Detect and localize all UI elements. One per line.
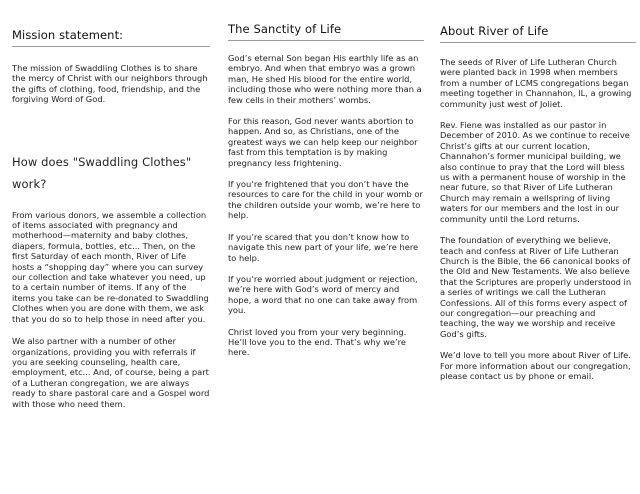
sanctity-paragraph: For this reason, God never wants abortion to happen. And so, as Christians, one of the greatest ways we can help keep our neighbor fast from this temptation is by making pregnancy less frightening. bbox=[228, 116, 418, 168]
sanctity-paragraph: If you’re worried about judgment or rejection, we’re here with God’s word of mercy and hope, a word that no one can take away from you. bbox=[228, 273, 418, 316]
mission-paragraph: The mission of Swaddling Clothes is to share the mercy of Christ with our neighbors through the gifts of clothing, food, friendship, and the forgiving Word of God. bbox=[12, 63, 208, 105]
about-paragraph: The foundation of everything we believe, teach and confess at River of Life Lutheran Church is the Bible, the 66 canonical books of the Old and New Testaments. We also believe that the Scriptures are properly understood in a series of writings we call the Lutheran Confessions. All of this forms every aspect of our congregation—our preaching and teaching, the way we worship and receive God’s gifts. bbox=[440, 235, 632, 339]
about-paragraph: Rev. Fiene was installed as our pastor in December of 2010. As we continue to receive Christ’s gifts at our current location, Channahon’s former municipal building, we also continue to pray that the Lord will bless us with a permanent house of worship in the near future, so that River of Life Lutheran Church may remain a wellspring of living waters for our members and the lost in our community until the Lord returns. bbox=[440, 120, 630, 224]
how-it-works-heading: How does "Swaddling Clothes" work? bbox=[12, 154, 192, 191]
sanctity-paragraph: Christ loved you from your very beginning. He’ll love you to the end. That’s why we’re here. bbox=[228, 326, 407, 358]
mission-column bbox=[12, 28, 210, 409]
about-paragraph: We’d love to tell you more about River of Life. For more information about our congregation, please contact us by phone or email. bbox=[440, 350, 631, 381]
mission-heading: Mission statement: bbox=[12, 28, 210, 47]
sanctity-paragraph: God’s eternal Son began His earthly life as an embryo. And when that embryo was a grown man, He shed His blood for the entire world, including those who were nothing more than a few cells in their mothers’ wombs. bbox=[228, 53, 422, 105]
about-paragraph: The seeds of River of Life Lutheran Church were planted back in 1998 when members from a number of LCMS congregations began meeting together in Channahon, IL, a growing community just west of Joliet. bbox=[440, 57, 632, 109]
about-heading: About River of Life bbox=[440, 24, 636, 43]
how-it-works-paragraph: From various donors, we assemble a collection of items associated with pregnancy and motherhood—maternity and baby clothes, diapers, formula, bottles, etc... Then, on the first Saturday of each month, River of Life hosts a “shopping day” where you can survey our collection and take whatever you need, up to a certain number of items. If any of the items you take can be re-donated to Swaddling Clothes when you are done with them, we ask that you do so to help those in need after you. bbox=[12, 209, 209, 324]
sanctity-column bbox=[228, 22, 424, 358]
sanctity-heading: The Sanctity of Life bbox=[228, 22, 424, 41]
about-column bbox=[440, 24, 636, 381]
partners-paragraph: We also partner with a number of other organizations, providing you with referrals if you are seeking counseling, health care, employment, etc... And, of course, being a part of a Lutheran congregation, we are always ready to share pastoral care and a Gospel word with those who need them. bbox=[12, 336, 210, 409]
sanctity-paragraph: If you’re scared that you don’t know how to navigate this new part of your life, we’re here to help. bbox=[228, 231, 419, 263]
sanctity-paragraph: If you’re frightened that you don’t have the resources to care for the child in your womb or the children outside your womb, we’re here to help. bbox=[228, 179, 423, 221]
